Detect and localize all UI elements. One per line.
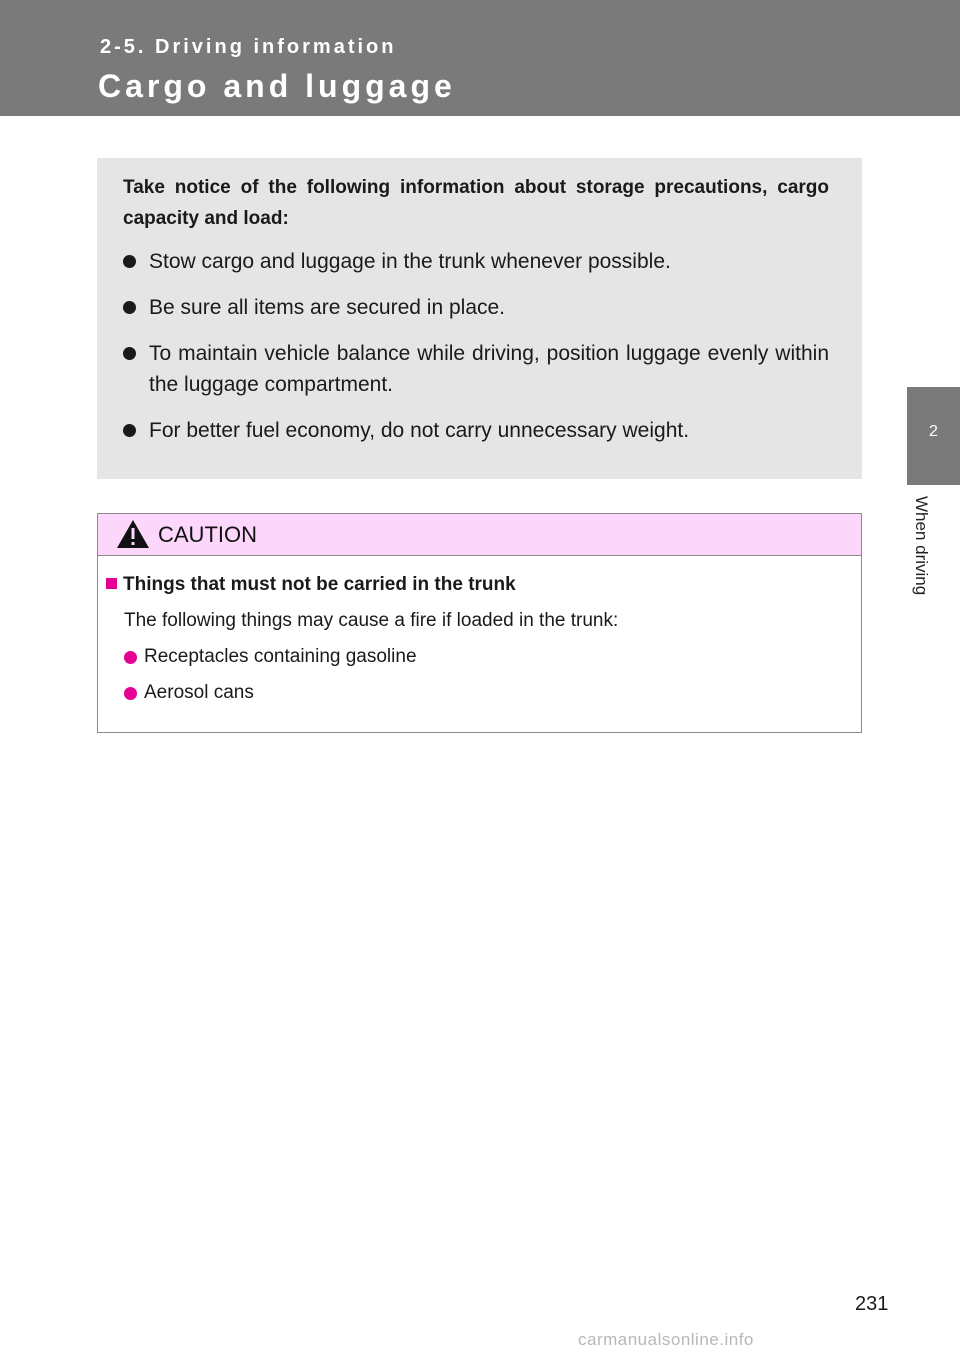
page-title: Cargo and luggage	[98, 68, 456, 104]
bullet-icon	[123, 347, 136, 360]
caution-title: CAUTION	[158, 522, 257, 547]
caution-header	[98, 514, 861, 556]
caution-subtitle-text: Things that must not be carried in the trunk	[123, 574, 516, 595]
square-bullet-icon	[106, 578, 117, 589]
list-item	[123, 292, 829, 323]
info-intro: Take notice of the following information about storage precautions, cargo capacity and load:	[123, 177, 829, 229]
bullet-icon	[124, 651, 137, 664]
chapter-label	[903, 496, 943, 626]
list-item-text: To maintain vehicle balance while driving, position luggage evenly within the luggage compartment.	[149, 342, 829, 396]
list-item-text: Receptacles containing gasoline	[144, 646, 417, 667]
list-item	[123, 246, 829, 277]
bullet-icon	[123, 424, 136, 437]
list-item-text: Stow cargo and luggage in the trunk whenever possible.	[149, 250, 671, 273]
warning-triangle-icon	[116, 519, 150, 549]
caution-subtitle	[106, 574, 516, 596]
list-item	[123, 415, 829, 446]
list-item-text: For better fuel economy, do not carry unnecessary weight.	[149, 419, 690, 442]
info-list	[123, 246, 829, 461]
page-header	[0, 0, 960, 116]
list-item-text: Be sure all items are secured in place.	[149, 296, 506, 319]
list-item	[124, 646, 417, 682]
bullet-icon	[124, 687, 137, 700]
chapter-label-text: When driving	[912, 496, 931, 596]
list-item-text: Aerosol cans	[144, 682, 254, 703]
bullet-icon	[123, 301, 136, 314]
caution-list	[124, 646, 417, 718]
page-number: 231	[855, 1293, 889, 1315]
section-label: 2-5. Driving information	[100, 36, 397, 58]
list-item	[123, 338, 829, 400]
bullet-icon	[123, 255, 136, 268]
caution-text: The following things may cause a fire if loaded in the trunk:	[124, 610, 619, 631]
chapter-tab[interactable]	[907, 387, 960, 485]
caution-box	[97, 513, 862, 733]
list-item	[124, 682, 417, 718]
info-box	[97, 158, 862, 479]
watermark: carmanualsonline.info	[578, 1330, 754, 1349]
chapter-tab-number: 2	[929, 423, 938, 440]
